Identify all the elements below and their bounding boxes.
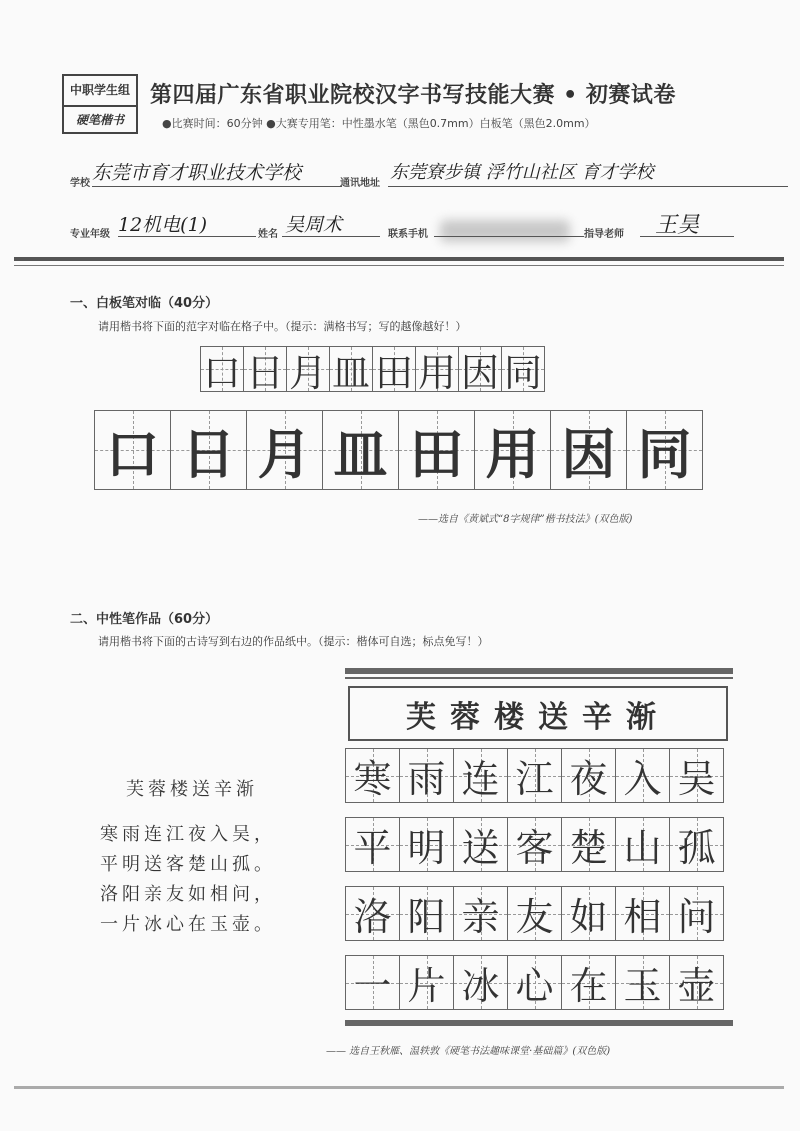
sheet-cell <box>345 886 400 941</box>
school-underline <box>92 186 342 187</box>
copied-cell <box>626 410 703 490</box>
reference-cell-char: 月 <box>288 350 327 395</box>
name-underline <box>282 236 380 237</box>
reference-cell-char: 因 <box>460 350 499 395</box>
reference-cell <box>243 346 287 395</box>
copied-cell-char: 日 <box>181 422 236 486</box>
sheet-cell <box>669 886 724 941</box>
sheet-cell-char: 平 <box>353 826 392 870</box>
badge-script-label: 硬笔楷书 <box>75 113 124 127</box>
sheet-cell-char: 夜 <box>569 757 608 801</box>
poem-line-1: 寒雨连江夜入吴， <box>100 824 276 845</box>
sheet-cell-char: 在 <box>569 964 608 1008</box>
reference-cell <box>329 346 373 395</box>
copied-cell <box>170 410 247 490</box>
sheet-row <box>345 886 723 941</box>
copied-cell-char: 口 <box>105 422 160 486</box>
sheet-cell <box>669 955 724 1010</box>
section1-instruction: 请用楷书将下面的范字对临在格子中。（提示：满格书写；写的越像越好！） <box>98 320 467 333</box>
sheet-bottom-border <box>345 1020 733 1026</box>
address-label: 通讯地址 <box>340 178 380 189</box>
copied-cell <box>550 410 627 490</box>
sheet-row <box>345 748 723 803</box>
sheet-cell <box>507 748 562 803</box>
sheet-cell <box>507 886 562 941</box>
reference-cell <box>415 346 459 395</box>
redacted-phone <box>440 220 570 242</box>
sheet-cell <box>345 748 400 803</box>
sheet-cell <box>453 886 508 941</box>
copied-cell-char: 因 <box>561 422 616 486</box>
section1-title: 一、白板笔对临（40分） <box>70 296 219 311</box>
copied-cell <box>474 410 551 490</box>
sheet-row <box>345 817 723 872</box>
poem-line-4: 一片冰心在玉壶。 <box>100 914 276 935</box>
major-value: 12机电(1) <box>118 214 208 236</box>
copied-cell-char: 月 <box>257 422 312 486</box>
copied-cell <box>398 410 475 490</box>
sheet-cell-char: 客 <box>515 826 554 870</box>
sheet-cell-char: 阳 <box>407 895 446 939</box>
school-label: 学校 <box>70 178 90 189</box>
header-divider-thick <box>14 257 784 261</box>
sheet-cell <box>507 817 562 872</box>
sheet-cell-char: 入 <box>623 757 662 801</box>
reference-cell <box>501 346 545 395</box>
sheet-title-box: 芙蓉楼送辛渐 <box>348 686 728 741</box>
sheet-cell-char: 一 <box>353 964 392 1008</box>
sheet-cell-char: 片 <box>407 964 446 1008</box>
sheet-cell-char: 友 <box>515 895 554 939</box>
sheet-cell-char: 送 <box>461 826 500 870</box>
phone-label: 联系手机 <box>388 229 428 240</box>
section2-title: 二、中性笔作品（60分） <box>70 612 219 627</box>
major-label: 专业年级 <box>70 229 110 240</box>
reference-cell-char: 同 <box>503 350 542 395</box>
sheet-grid <box>345 748 723 1010</box>
sheet-cell <box>561 886 616 941</box>
sheet-cell-char: 寒 <box>353 757 392 801</box>
copied-char-grid <box>94 410 702 490</box>
sheet-cell <box>399 817 454 872</box>
sheet-cell-char: 冰 <box>461 964 500 1008</box>
sheet-cell <box>561 955 616 1010</box>
sheet-cell-char: 玉 <box>623 964 662 1008</box>
poem-title: 芙蓉楼送辛渐 <box>126 779 258 800</box>
sheet-cell-char: 明 <box>407 826 446 870</box>
sheet-cell <box>453 748 508 803</box>
section2-instruction: 请用楷书将下面的古诗写到右边的作品纸中。（提示：楷体可自选；标点免写！） <box>98 635 489 648</box>
copied-cell <box>246 410 323 490</box>
reference-cell-char: 用 <box>417 350 456 395</box>
poem-line-2: 平明送客楚山孤。 <box>100 854 276 875</box>
sheet-cell-char: 楚 <box>569 826 608 870</box>
sheet-top-border-thin <box>345 677 733 679</box>
exam-title: 第四届广东省职业院校汉字书写技能大赛 • 初赛试卷 <box>150 83 676 108</box>
major-underline <box>118 236 256 237</box>
copied-cell-char: 用 <box>485 422 540 486</box>
phone-underline <box>434 236 584 237</box>
sheet-cell-char: 吴 <box>677 757 716 801</box>
exam-subtitle: ●比赛时间：60分钟 ●大赛专用笔：中性墨水笔（黑色0.7mm）白板笔（黑色2.0mm） <box>162 117 596 130</box>
copied-cell <box>322 410 399 490</box>
sheet-cell-char: 壶 <box>677 964 716 1008</box>
name-label: 姓名 <box>258 229 278 240</box>
sheet-cell-char: 洛 <box>353 895 392 939</box>
reference-cell-char: 口 <box>202 350 241 395</box>
sheet-cell <box>615 886 670 941</box>
header-divider-thin <box>14 265 784 266</box>
sheet-cell <box>561 817 616 872</box>
sheet-cell <box>561 748 616 803</box>
sheet-cell <box>345 817 400 872</box>
sheet-cell <box>669 817 724 872</box>
sheet-cell-char: 问 <box>677 895 716 939</box>
sheet-cell <box>615 817 670 872</box>
sheet-cell-char: 如 <box>569 895 608 939</box>
school-value: 东莞市育才职业技术学校 <box>92 162 302 184</box>
footer-rule <box>14 1086 784 1089</box>
sheet-cell <box>669 748 724 803</box>
sheet-cell-char: 亲 <box>461 895 500 939</box>
copied-cell <box>94 410 171 490</box>
section2-credit: —— 选自王秋雁、温轶敦《硬笔书法趣味课堂·基础篇》(双色版) <box>326 1046 611 1057</box>
reference-cell-char: 日 <box>245 350 284 395</box>
teacher-underline <box>640 236 734 237</box>
sheet-cell <box>453 817 508 872</box>
sheet-cell-char: 山 <box>623 826 662 870</box>
teacher-value: 王昊 <box>655 213 700 238</box>
name-value: 吴周术 <box>285 214 343 236</box>
sheet-cell <box>399 748 454 803</box>
copied-cell-char: 田 <box>409 422 464 486</box>
sheet-top-border <box>345 668 733 674</box>
reference-cell-char: 皿 <box>331 350 370 395</box>
sheet-cell <box>399 955 454 1010</box>
teacher-label: 指导老师 <box>584 229 624 240</box>
reference-cell <box>458 346 502 395</box>
badge-group-label: 中职学生组 <box>64 76 136 107</box>
address-underline <box>388 186 788 187</box>
reference-char-grid <box>200 346 544 395</box>
reference-cell <box>286 346 330 395</box>
sheet-cell <box>615 955 670 1010</box>
sheet-cell <box>345 955 400 1010</box>
sheet-cell <box>615 748 670 803</box>
poem-line-3: 洛阳亲友如相问， <box>100 884 276 905</box>
reference-cell <box>372 346 416 395</box>
sheet-row <box>345 955 723 1010</box>
sheet-cell <box>507 955 562 1010</box>
sheet-cell <box>453 955 508 1010</box>
sheet-cell-char: 连 <box>461 757 500 801</box>
reference-cell <box>200 346 244 395</box>
section1-credit: ——选自《黄斌式“8字规律”楷书技法》(双色版) <box>418 514 633 525</box>
copied-cell-char: 同 <box>637 422 692 486</box>
sheet-cell-char: 江 <box>515 757 554 801</box>
sheet-cell <box>399 886 454 941</box>
sheet-cell-char: 相 <box>623 895 662 939</box>
sheet-cell-char: 心 <box>515 964 554 1008</box>
category-badge <box>62 74 138 134</box>
reference-cell-char: 田 <box>374 350 413 395</box>
sheet-cell-char: 孤 <box>677 826 716 870</box>
copied-cell-char: 皿 <box>333 422 388 486</box>
address-value: 东莞寮步镇 浮竹山社区 育才学校 <box>390 162 654 183</box>
sheet-cell-char: 雨 <box>407 757 446 801</box>
